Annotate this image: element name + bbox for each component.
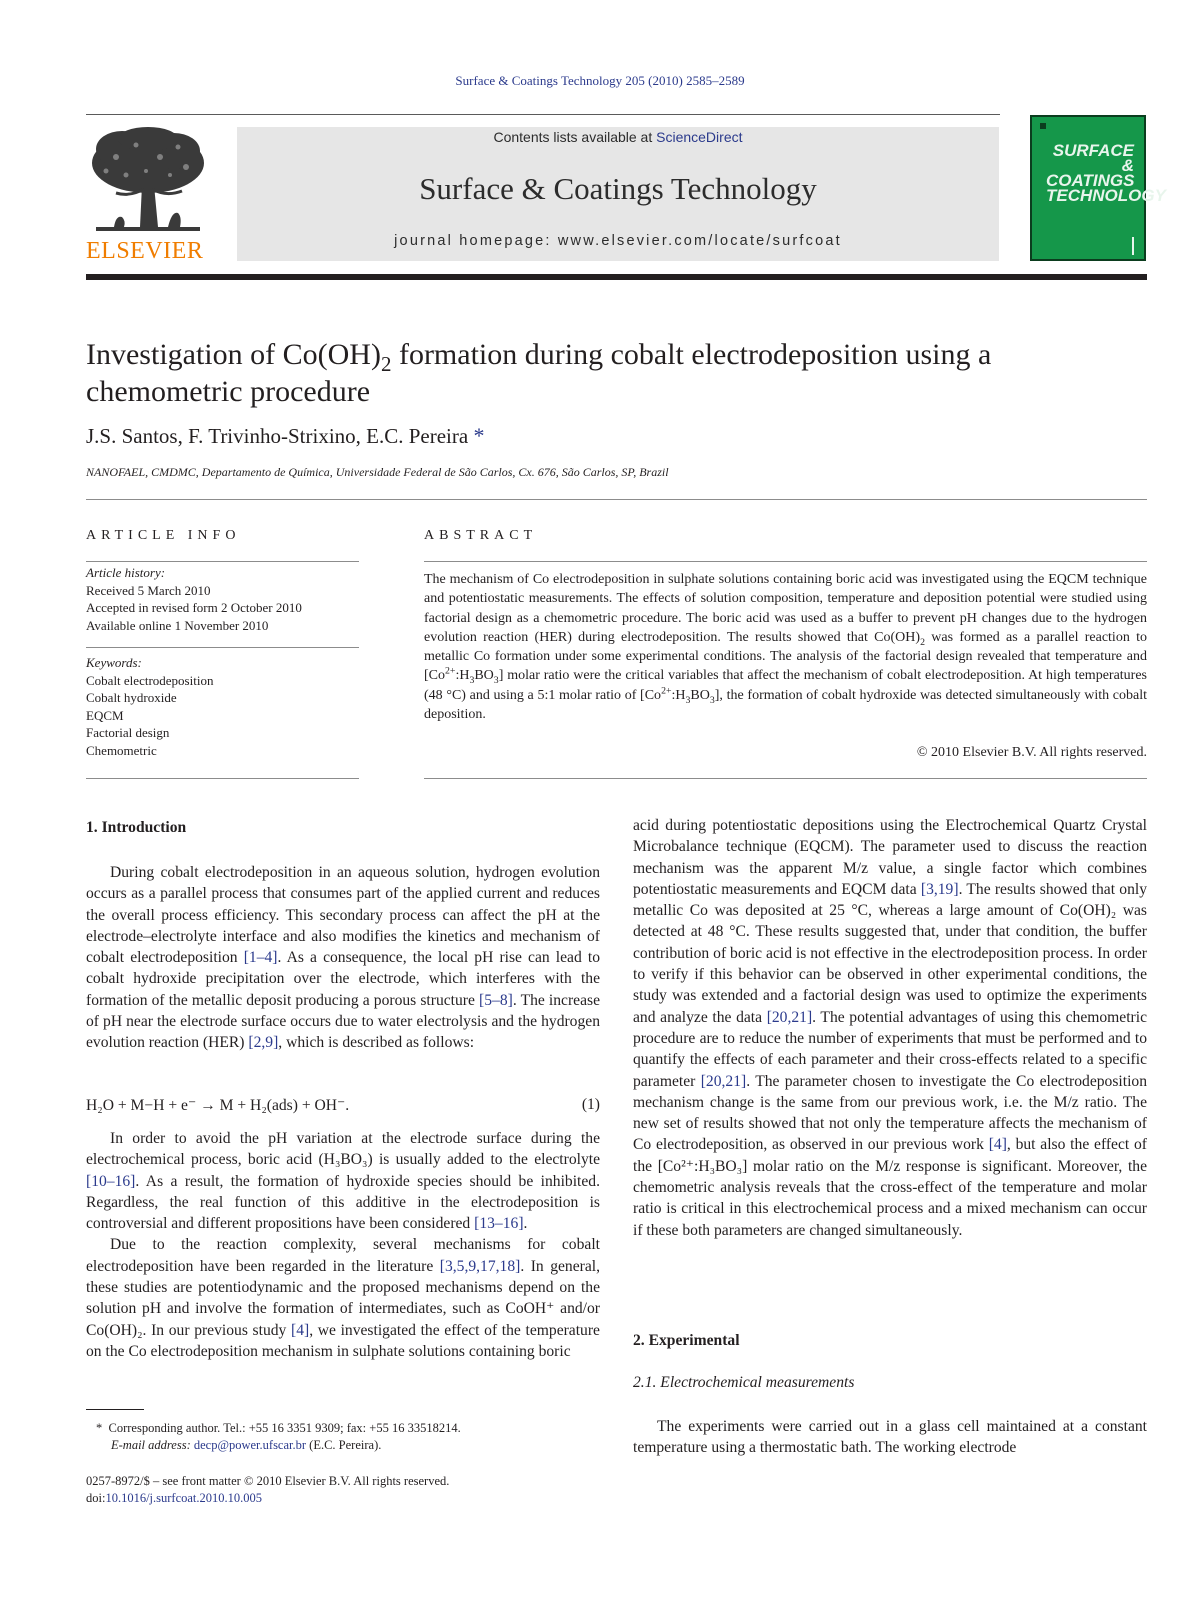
cover-mark-icon [1040, 123, 1046, 129]
footnote-mark: * [96, 1421, 103, 1435]
authors-line [86, 423, 484, 449]
issn-line: 0257-8972/$ – see front matter © 2010 Elsevier B.V. All rights reserved. [86, 1474, 450, 1488]
journal-citation[interactable]: Surface & Coatings Technology 205 (2010) 2585–2589 [455, 73, 745, 88]
title-part-2: formation during cobalt electrodeposition using a chemometric procedure [86, 338, 992, 408]
experimental-paragraph: The experiments were carried out in a glass cell maintained at a constant temperature using a thermostatic bath. The working electrode [633, 1418, 1147, 1457]
history-online: Available online 1 November 2010 [86, 617, 269, 633]
sciencedirect-link[interactable]: ScienceDirect [656, 129, 743, 145]
keyword-item: Factorial design [86, 725, 170, 740]
corresponding-author-mark[interactable]: * [473, 423, 485, 448]
electrochemical-subheading: 2.1. Electrochemical measurements [633, 1374, 855, 1391]
reference-link[interactable]: [3,19] [920, 880, 959, 898]
abstract-rule [424, 561, 1147, 562]
journal-banner [237, 127, 999, 261]
history-rule [86, 647, 359, 648]
article-history [86, 564, 366, 634]
keyword-item: Cobalt electrodeposition [86, 672, 214, 688]
equation-1 [86, 1096, 600, 1115]
cover-bar-icon [1132, 237, 1134, 255]
reference-link[interactable]: [4] [291, 1321, 310, 1339]
article-info-heading: ARTICLE INFO [86, 528, 241, 543]
header-rule [86, 114, 1000, 115]
reference-link[interactable]: [13–16] [474, 1215, 524, 1233]
publication-footer [86, 1473, 600, 1507]
footnote-text: Corresponding author. Tel.: +55 16 3351 9309; fax: +55 16 33518214. [108, 1421, 461, 1435]
contents-prefix: Contents lists available at [493, 129, 657, 145]
history-revised: Accepted in revised form 2 October 2010 [86, 600, 302, 615]
authors: J.S. Santos, F. Trivinho-Strixino, E.C. Pereira [86, 424, 469, 448]
email-label: E-mail address: [111, 1438, 194, 1452]
header-thick-rule [86, 274, 1147, 280]
article-info-bottom-rule [86, 778, 359, 779]
journal-name: Surface & Coatings Technology [419, 171, 817, 206]
email-link[interactable]: decp@power.ufscar.br [193, 1438, 307, 1452]
introduction-heading: 1. Introduction [86, 819, 187, 836]
abstract-heading: ABSTRACT [424, 528, 538, 543]
equation-body: H₂O + M−H + e⁻ → M + H₂(ads) + OH⁻. [86, 1097, 350, 1114]
elsevier-wordmark: ELSEVIER [86, 238, 204, 264]
article-info-rule [86, 561, 359, 562]
keyword-item: Cobalt hydroxide [86, 690, 177, 705]
elsevier-tree-icon [86, 127, 210, 235]
title-rule [86, 499, 1147, 500]
keyword-item: Chemometric [86, 742, 157, 758]
doi-label: doi: [86, 1491, 106, 1505]
abstract-copyright: © 2010 Elsevier B.V. All rights reserved. [916, 745, 1147, 760]
abstract-text: The mechanism of Co electrodeposition in sulphate solutions containing boric acid was investigated using the EQCM technique and potentiostatic measurements. The effects of solution composition, temperature and deposition potential were studied using factorial design as a chemometric procedure. The boric acid was used as a buffer to prevent pH changes due to the hydrogen evolution reaction (HER) during electrodeposition. The results showed that $Co(OH)_2$ was formed as a parallel reaction to metallic Co formation under some experimental conditions. The analysis of the factorial design revealed that temperature and $[Co^{2+}:H_3BO_3]$ molar ratio were the critical variables that affect the mechanism of cobalt electrodeposition. At high temperatures (48 °C) and using a 5:1 molar ratio of $[Co^{2+}:H_3BO_3]$, the formation of cobalt hydroxide was detected simultaneously with cobalt deposition. [424, 572, 1147, 723]
footnote-rule [86, 1409, 144, 1410]
doi-link[interactable]: 10.1016/j.surfcoat.2010.10.005 [105, 1491, 263, 1505]
title-part-1: Investigation of Co(OH) [86, 338, 381, 371]
reference-link[interactable]: [10–16] [86, 1172, 136, 1190]
keyword-item: EQCM [86, 707, 124, 723]
title-subscript: 2 [380, 352, 392, 376]
equation-number: (1) [581, 1096, 600, 1113]
abstract-bottom-rule [424, 778, 1147, 779]
affiliation: NANOFAEL, CMDMC, Departamento de Química, Universidade Federal de São Carlos, Cx. 676, São Carlos, SP, Brazil [86, 465, 669, 479]
keywords-block [86, 654, 366, 759]
journal-homepage[interactable]: journal homepage: www.elsevier.com/locate/surfcoat [394, 233, 842, 249]
experimental-heading: 2. Experimental [633, 1332, 740, 1349]
reference-link[interactable]: [2,9] [248, 1034, 279, 1052]
reference-link[interactable]: [20,21] [700, 1072, 747, 1090]
footnote [96, 1420, 600, 1454]
reference-link[interactable]: [20,21] [766, 1008, 813, 1026]
contents-line [237, 129, 999, 145]
journal-cover[interactable] [1030, 115, 1166, 261]
history-label: Article history: [86, 565, 166, 580]
reference-link[interactable]: [1–4] [243, 949, 278, 967]
cover-title: SURFACE & COATINGS TECHNOLOGY [1046, 141, 1166, 205]
intro-paragraph-1: During cobalt electrodeposition in an aqueous solution, hydrogen evolution occurs as a parallel process that consumes part of the applied current and reduces the overall process efficiency. This secondary process can affect the pH at the electrode–electrolyte interface and also modifies the kinetics and mechanism of cobalt electrodeposition [1–4]. As a consequence, the local pH rise can lead to cobalt hydroxide precipitation over the electrode, which interferes with the formation of the metallic deposit producing a porous structure [5–8]. The increase of pH near the electrode surface occurs due to water electrolysis and the hydrogen evolution reaction (HER) [2,9], which is described as follows: [86, 864, 601, 1052]
intro-continued: acid during potentiostatic depositions using the Electrochemical Quartz Crystal Microbalance technique (EQCM). The parameter used to discuss the reaction mechanism was the apparent M/z value, a single factor which combines potentiostatic measurements and EQCM data [3,19]. The results showed that only metallic Co was deposited at 25 °C, whereas a large amount of Co(OH)₂ was detected at 48 °C. These results suggested that, under that condition, the buffer contribution of boric acid is not effective in the electrodeposition process. In order to verify if this behavior can be observed in other experimental conditions, the study was extended and a factorial design was used to optimize the experiments and analyze the data [20,21]. The potential advantages of using this chemometric procedure are to reduce the number of experiments that must be performed and to quantify the effects of each parameter and their cross-effects related to a specific parameter [20,21]. The parameter chosen to investigate the Co electrodeposition mechanism change is the same from our previous work, i.e. the M/z ratio. The new set of results showed that not only the temperature affects the mechanism of Co electrodeposition, as observed in our previous work [4], but also the effect of the [Co²⁺:H₃BO₃] molar ratio on the M/z response is significant. Moreover, the chemometric analysis reveals that the cross-effect of the temperature and molar ratio is critical in this electrochemical process and a mixed mechanism can occur if these both parameters are changed simultaneously. [633, 817, 1148, 1239]
reference-link[interactable]: [3,5,9,17,18] [439, 1257, 521, 1275]
reference-link[interactable]: [4] [988, 1136, 1007, 1154]
intro-paragraph-2: In order to avoid the pH variation at the electrode surface during the electrochemical process, boric acid (H₃BO₃) is usually added to the electrolyte [10–16]. As a result, the formation of hydroxide species should be inhibited. Regardless, the real function of this additive in the electrodeposition is controversial and different propositions have been considered [13–16]. Due to the reaction complexity, several mechanisms for cobalt electrodeposition have been regarded in the literature [3,5,9,17,18]. In general, these studies are potentiodynamic and the proposed mechanisms depend on the solution pH and involve the formation of intermediates, such as CoOH⁺ and/or Co(OH)₂. In our previous study [4], we investigated the effect of the temperature on the Co electrodeposition mechanism in sulphate solutions containing boric [86, 1130, 600, 1360]
article-title [86, 336, 1086, 410]
elsevier-logo[interactable] [86, 127, 210, 263]
history-received: Received 5 March 2010 [86, 582, 211, 598]
reference-link[interactable]: [5–8] [479, 991, 513, 1009]
email-suffix: (E.C. Pereira). [306, 1438, 382, 1452]
keywords-label: Keywords: [86, 655, 142, 670]
